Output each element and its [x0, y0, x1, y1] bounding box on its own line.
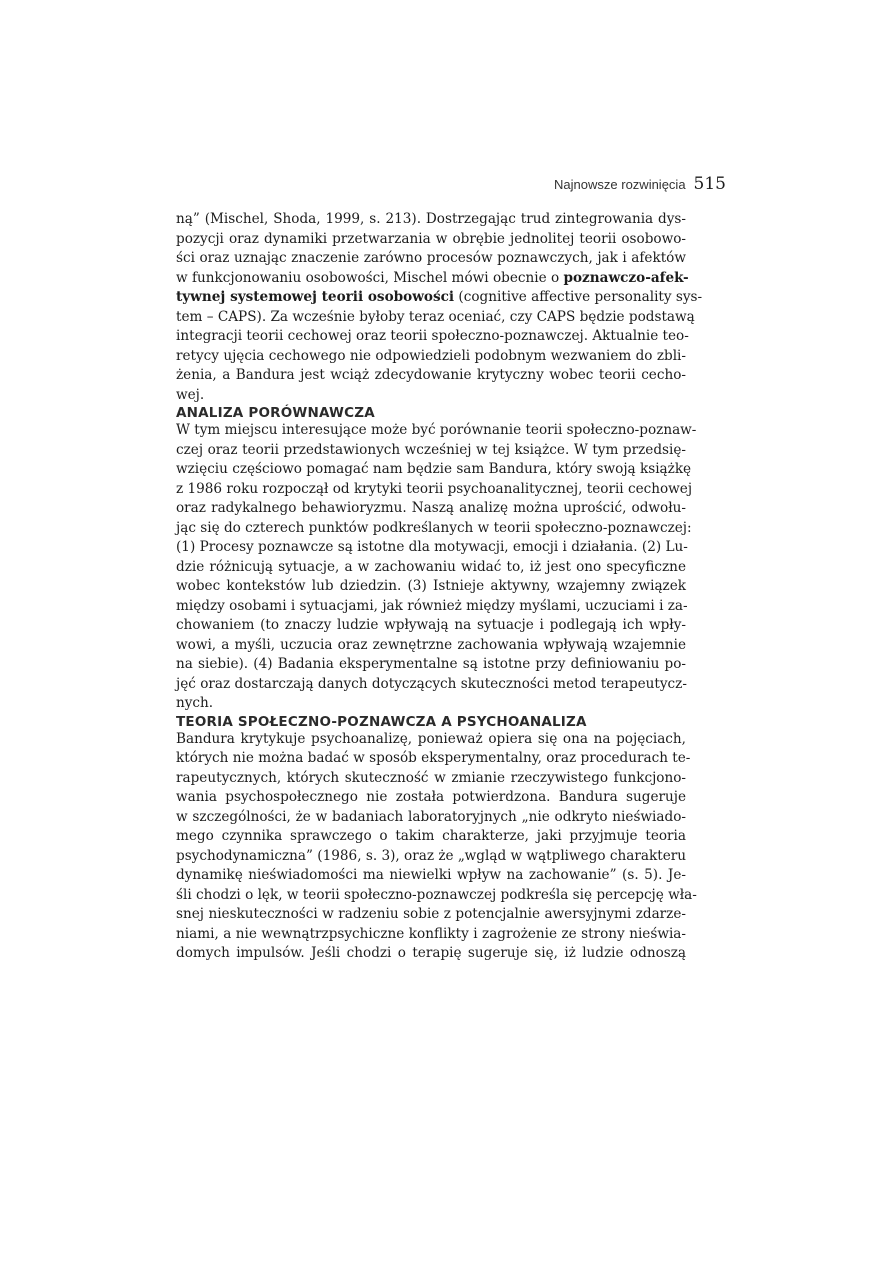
text-line: na siebie). (4) Badania eksperymentalne są istotne przy definiowaniu po-	[176, 656, 686, 672]
text-line: integracji teorii cechowej oraz teorii społeczno-poznawczej. Aktualnie teo-	[176, 328, 689, 344]
psychoanalysis-paragraph	[176, 730, 697, 964]
text-line: wzięciu częściowo pomagać nam będzie sam Bandura, który swoją książkę	[176, 461, 692, 477]
text-run: w funkcjonowaniu osobowości, Mischel mówi obecnie o	[176, 269, 564, 286]
intro-paragraph	[176, 210, 703, 405]
text-line: niami, a nie wewnątrzpsychiczne konflikty i zagrożenie ze strony nieświa-	[176, 925, 686, 942]
section-heading-social-cognitive-vs-psychoanalysis: TEORIA SPOŁECZNO-POZNAWCZA A PSYCHOANALIZA	[176, 713, 587, 730]
text-line: nych.	[176, 695, 214, 711]
page-body	[176, 210, 703, 964]
comparative-analysis-paragraph	[176, 421, 697, 714]
text-line: dynamikę nieświadomości ma niewielki wpływ na zachowanie” (s. 5). Je-	[176, 867, 686, 883]
text-line: których nie można badać w sposób eksperymentalny, oraz procedurach te-	[176, 750, 691, 766]
text-line: oraz radykalnego behawioryzmu. Naszą analizę można uprościć, odwołu-	[176, 500, 686, 516]
text-line: mego czynnika sprawczego o takim charakterze, jaki przyjmuje teoria	[176, 828, 686, 844]
text-line: (1) Procesy poznawcze są istotne dla motywacji, emocji i działania. (2) Lu-	[176, 539, 688, 555]
running-head	[176, 174, 726, 194]
text-line: z 1986 roku rozpoczął od krytyki teorii psychoanalitycznej, teorii cechowej	[176, 480, 693, 497]
text-run: (cognitive affective personality sys-	[454, 289, 703, 305]
text-line: ści oraz uznając znaczenie zarówno procesów poznawczych, jak i afektów	[176, 250, 686, 266]
text-line: pozycji oraz dynamiki przetwarzania w obrębie jednolitej teorii osobowo-	[176, 230, 686, 247]
text-line: domych impulsów. Jeśli chodzi o terapię sugeruje się, iż ludzie odnoszą	[176, 945, 686, 961]
text-line: retycy ujęcia cechowego nie odpowiedzieli podobnym wezwaniem do zbli-	[176, 347, 686, 364]
text-line: śli chodzi o lęk, w teorii społeczno-poznawczej podkreśla się percepcję wła-	[176, 886, 697, 903]
bold-term: poznawczo-afek-	[563, 269, 689, 286]
text-line: czej oraz teorii przedstawionych wcześniej w tej książce. W tym przedsię-	[176, 441, 686, 458]
running-title: Najnowsze rozwinięcia	[554, 177, 686, 192]
text-line: wania psychospołecznego nie została potwierdzona. Bandura sugeruje	[176, 789, 686, 805]
text-line: jąc się do czterech punktów podkreślanych w teorii społeczno-poznawczej:	[176, 519, 692, 536]
bold-term: tywnej systemowej teorii osobowości	[176, 289, 455, 305]
text-line: dzie różnicują sytuacje, a w zachowaniu widać to, iż jest ono specyficzne	[176, 558, 686, 575]
section-heading-comparative-analysis: ANALIZA PORÓWNAWCZA	[176, 405, 375, 421]
text-line: między osobami i sytuacjami, jak również między myślami, uczuciami i za-	[176, 597, 688, 614]
text-line: wobec kontekstów lub dziedzin. (3) Istnieje aktywny, wzajemny związek	[176, 578, 686, 594]
text-line: psychodynamiczna” (1986, s. 3), oraz że „wgląd w wątpliwego charakteru	[176, 847, 686, 864]
text-line: wowi, a myśli, uczucia oraz zewnętrzne zachowania wpływają wzajemnie	[176, 636, 686, 653]
text-line: tem – CAPS). Za wcześnie byłoby teraz oceniać, czy CAPS będzie podstawą	[176, 308, 695, 325]
page-number: 515	[693, 174, 726, 194]
text-line: snej nieskuteczności w radzeniu sobie z potencjalnie awersyjnymi zdarze-	[176, 906, 686, 922]
text-line: w szczególności, że w badaniach laboratoryjnych „nie odkryto nieświado-	[176, 808, 686, 825]
text-line: chowaniem (to znaczy ludzie wpływają na sytuacje i podlegają ich wpły-	[176, 617, 686, 633]
text-line: Bandura krytykuje psychoanalizę, ponieważ opiera się ona na pojęciach,	[176, 730, 686, 747]
text-line	[176, 288, 703, 308]
text-line: rapeutycznych, których skuteczność w zmianie rzeczywistego funkcjono-	[176, 769, 686, 786]
text-line: W tym miejscu interesujące może być porównanie teorii społeczno-poznaw-	[176, 422, 697, 438]
text-line: jęć oraz dostarczają danych dotyczących skuteczności metod terapeutycz-	[176, 675, 687, 692]
text-line: ną” (Mischel, Shoda, 1999, s. 213). Dostrzegając trud zintegrowania dys-	[176, 211, 686, 227]
text-line	[176, 269, 689, 289]
text-line: wej.	[176, 386, 205, 403]
text-line: żenia, a Bandura jest wciąż zdecydowanie krytyczny wobec teorii cecho-	[176, 367, 686, 383]
